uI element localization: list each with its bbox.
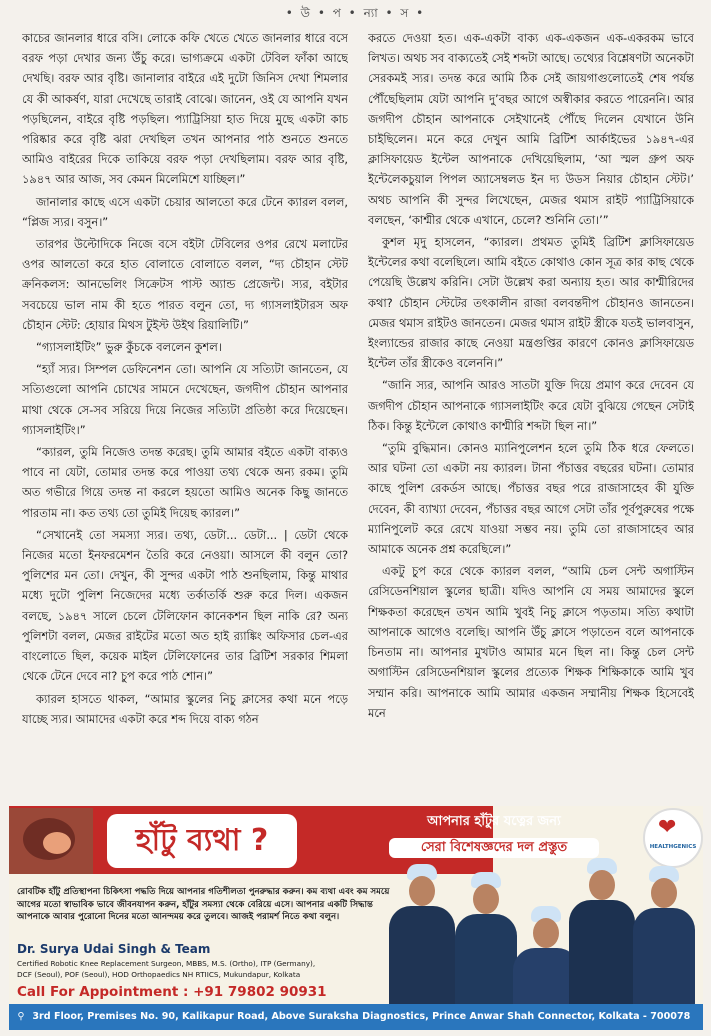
logo-text: HEALTHGENICS [649, 844, 697, 850]
appointment-phone[interactable]: Call For Appointment : +91 79802 90931 [17, 984, 327, 1000]
doctors-team-photo [379, 844, 699, 1004]
paragraph: “জানি স্যর, আপনি আরও সাতটা যুক্তি দিয়ে প্রমাণ করে দেবেন যে জগদীপ চৌহান আপনাকে গ্যাসলাইটিং করে যেটা বুঝিয়ে গেছেন সেটাই ঠিক। কিন্তু ইন্টেলে কোথাও কাশ্মীরি শব্দটা ছিল না।” [368, 378, 694, 433]
paragraph: “সেখানেই তো সমস্যা স্যর। তথ্য, ডেটা... ডেটা... | ডেটা থেকে নিজের মতো ইনফরমেশন তৈরি করে নেওয়া। আসলে কী বলুন তো? পুলিশের মন তো। দেখুন, কী সুন্দর একটা পাঠ শুনছিলাম, কিন্তু মাথার মধ্যে দুটো পুলিশ নিজেদের মধ্যে তর্কাতর্কি শুরু করে দিল। একজন বলছে, ১৯৪৭ সালে চেলে টেলিফোন কানেকশন ছিল নাকি রে? অন্য পুলিশটা বলল, মেজর রাইটের মতো অত হাই র‍্যাঙ্কিং অফিসার চেল-এর বাংলোতে ছিল, কয়েক মাইল টেলিফোনের তার ব্রিটিশ সরকার শিমলা থেকে টেনে দেবে না? চুপ করে পাঠ শোন।” [22, 527, 348, 684]
paragraph: “ক্যারল, তুমি নিজেও তদন্ত করেছ। তুমি আমার বইতে একটা বাক্যও পাবে না যেটা, তোমার তদন্ত করে পাওয়া তথ্য থেকে অন্য রকম। তুমি অত গভীরে গিয়ে তদন্ত না করলে হয়তো আমিও অনেক কিছু জানতে পারতাম না। কত তথ্য তো তুমিই দিয়েছ ক্যারল।” [22, 445, 348, 520]
article-column-right [368, 28, 694, 776]
section-header: • উ • প • ন্যা • স • [285, 6, 426, 20]
paragraph: তারপর উল্টোদিকে নিজে বসে বইটা টেবিলের ওপর রেখে মলাটের ওপর আলতো করে হাত বোলাতে বোলাতে বলল, “দ্য চৌহান স্টেট ক্রনিকলস: আনভেলিং সিক্রেটস পাস্ট অ্যান্ড প্রেজেন্ট। স্যর, বইটার সবচেয়ে ভাল নাম কী হতে পারত বলুন তো, দ্য গ্যাসলাইটারস অফ চৌহান স্টেট: হোয়ার মিথস টুইস্ট উইথ রিয়ালিটি।” [22, 237, 348, 332]
doctor-figure [389, 864, 455, 1004]
doctor-figure [455, 872, 517, 1004]
paragraph: কুশল মৃদু হাসলেন, “ক্যারল। প্রথমত তুমিই ব্রিটিশ ক্লাসিফায়েড ইন্টেলের কথা বলেছিলে। আমি বইতে কোথাও কোন সূত্র কার কাছ থেকে পেয়েছি উল্লেখ করিনি। সেটা উল্লেখ করা অন্যায় হত। আর কাশ্মীরিদের কথা? চৌহান স্টেটের তৎকালীন রাজা বলবন্তদীপ চৌহানও জানতেন। মেজর থমাস রাইটও জানতেন। মেজর থমাস রাইট স্ত্রীকে যতই ভালবাসুন, ইংল্যান্ডের রাজার কাছে নেওয়া মন্ত্রগুপ্তির কারণে কোনও ক্লাসিফায়েড ইন্টেল তাঁর স্ত্রীকেও বলেননি।” [368, 235, 694, 371]
doctor-name: Dr. Surya Udai Singh & Team [17, 942, 211, 956]
address-bar [9, 1004, 703, 1030]
paragraph: কাচের জানলার ধারে বসি। লোকে কফি খেতে খেতে জানলার ধারে বসে বরফ পড়া দেখার জন্য উঁচু করে। ভাগ্যক্রমে একটা টেবিল ফাঁকা আছে দেখছি। বরফ আর বৃষ্টি। জানালার বাইরে এই দুটো জিনিস দেখা শিমলার যে কী আকর্ষণ, যারা দেখেছে তারাই বোঝে। জানেন, ওই যে আপনি যখন পড়ছিলেন, বাইরে বৃষ্টি পড়ছিল। প্যাট্রিসিয়া হাত দিয়ে মুছে একটা কাচ পরিষ্কার করে বৃষ্টি ঝরা দেখছিল তখন আপনার পাঠ শুনতে শুনতে আমিও বাইরের দিকে তাকিয়ে বরফ পড়া দেখছিলাম। বরফ আর বৃষ্টি, ১৯৪৭ আর আজ, সব কেমন মিলেমিশে যাচ্ছিল।” [22, 31, 348, 187]
ad-tagline-line-2: সেরা বিশেষজ্ঞদের দল প্রস্তুত [389, 838, 599, 858]
doctor-figure [569, 858, 635, 1004]
ad-title: হাঁটু ব্যথা ? [107, 814, 297, 868]
credentials-line: Certified Robotic Knee Replacement Surgeon, MBBS, M.S. (Ortho), ITP (Germany), [17, 959, 316, 968]
paragraph: একটু চুপ করে থেকে ক্যারল বলল, “আমি চেল সেন্ট অগাস্টিন রেসিডেনশিয়াল স্কুলের ছাত্রী। যদিও আপনি যে সময় আমাদের স্কুলে শিক্ষকতা করেছেন তখন আমি খুবই নিচু ক্লাসে পড়তাম। সত্যি কথাটা আপনাকে আগেও বলেছি। আপনি উঁচু ক্লাসে পড়াতেন বলে আপনাকে চিনতাম না। আপনার মুখটাও আমার মনে ছিল না। কিন্তু চেল সেন্ট অগাস্টিন রেসিডেনশিয়াল স্কুলের প্রত্যেক শিক্ষক শিক্ষিকাকে আমি খুব সম্মান করি। আপনাকে আমি আমার একজন সম্মানীয় শিক্ষক হিসেবেই মনে [368, 564, 694, 720]
doctor-figure [633, 866, 695, 1004]
ad-tagline-line-1: আপনার হাঁটুর যত্নের জন্য [427, 814, 561, 829]
paragraph: “হ্যাঁ স্যর। সিম্পল ডেফিনেশন তো। আপনি যে সত্যিটা জানতেন, যে সত্যিগুলো আপনি চোখের সামনে দেখেছেন, জগদীপ চৌহান আপনার মাথা থেকে সে-সব সরিয়ে দিয়ে নিজের সত্যিটা প্রতিষ্ঠা করে দিয়েছেন। গ্যাসলাইটিং।” [22, 362, 348, 437]
paragraph: করতে দেওয়া হত। এক-একটা বাক্য এক-একজন এক-একরকম ভাবে লিখত। অথচ সব বাক্যতেই সেই শব্দটা আছে। তথ্যের বিশ্লেষণটা অনেকটা সেরকমই স্যর। তদন্ত করে আমি ঠিক সেই জায়গাগুলোতেই শেষ পর্যন্ত পৌঁছেছিলাম যেটা আপনি দু’বছর আগে অস্বীকার করতে পারেননি। আর জগদীপ চৌহান আপনাকে সেইখানেই পৌঁছে দিলেন যেখানে উনি চাইছিলেন। মনে করে দেখুন আমি ব্রিটিশ আর্কাইভের ১৯৪৭-এর ক্লাসিফায়েড ইন্টেল আপনাকে দেখিয়েছিলাম, ‘আ স্মল গ্রুপ অফ ইন্টেলেকচুয়াল পিপল অ্যাসেম্বলড ইন দ্য উডস নিয়ার চৌহান স্টেট।’ অথচ আপনি কী সুন্দর লিখেছেন, মেজর থমাস রাইট প্যাট্রিসিয়াকে বলছেন, ‘কাশ্মীর থেকে এখানে, চেলে? শুনিনি তো।’” [368, 31, 694, 227]
paragraph: “তুমি বুদ্ধিমান। কোনও ম্যানিপুলেশন হলে তুমি ঠিক ধরে ফেলতে। আর ঘটনা তো একটা নয় ক্যারল। টানা পঁচাত্তর বছরের ঘটনা। তোমার কাছে পুলিশ রেকর্ডস আছে। পঁচাত্তর বছর পরে রাজাসাহেব কী যুক্তি দেবেন, কী ব্যাখ্যা দেবেন, পঁচাত্তর বছর আগে সেটা তাঁর পূর্বপুরুষের পক্ষে ম্যানিপুলেট করে রেখে যাওয়া সম্ভব নয়। তুমি তো রাজাসাহেব আর আমাকে অনেক প্রশ্ন করেছিলে।” [368, 441, 694, 557]
advertisement [9, 806, 703, 1030]
knee-pain-photo [9, 808, 93, 874]
clinic-address: 3rd Floor, Premises No. 90, Kalikapur Road, Above Suraksha Diagnostics, Prince Anwar Shah Connector, Kolkata - 700078 [32, 1011, 691, 1022]
heart-logo-icon: ❤ [658, 815, 677, 840]
credentials-line: DCF (Seoul), POF (Seoul), HOD Orthopaedics NH RTIICS, Mukundapur, Kolkata [17, 970, 301, 979]
ad-description: রোবটিক হাঁটু প্রতিস্থাপনা চিকিৎসা পদ্ধতি দিয়ে আপনার গতিশীলতা পুনরুদ্ধার করুন। কম ব্যথা এবং কম সময়ে আগের মতো স্বাভাবিক ভাবে জীবনযাপন করুন, হাঁটুর সমস্যা থেকে বেরিয়ে এসে। আপনার একটি সিদ্ধান্ত আপনাকে আবার পুরোনো দিনের মতো আনন্দময় করে তুলবে। আজই পরামর্শ নিতে কথা বলুন। [17, 887, 390, 922]
article-columns [22, 28, 694, 776]
paragraph: জানালার কাছে এসে একটা চেয়ার আলতো করে টেনে ক্যারল বলল, “প্লিজ স্যর। বসুন।” [22, 194, 348, 229]
paragraph: ক্যারল হাসতে থাকল, “আমার স্কুলের নিচু ক্লাসের কথা মনে পড়ে যাচ্ছে স্যর। আমাদের একটা করে শব্দ দিয়ে বাক্য গঠন [22, 691, 348, 726]
location-pin-icon: ⚲ [17, 1011, 25, 1022]
doctor-credentials [17, 958, 417, 980]
paragraph: “গ্যাসলাইটিং” ভুরু কুঁচকে বললেন কুশল। [36, 340, 222, 355]
article-column-left [22, 28, 348, 776]
